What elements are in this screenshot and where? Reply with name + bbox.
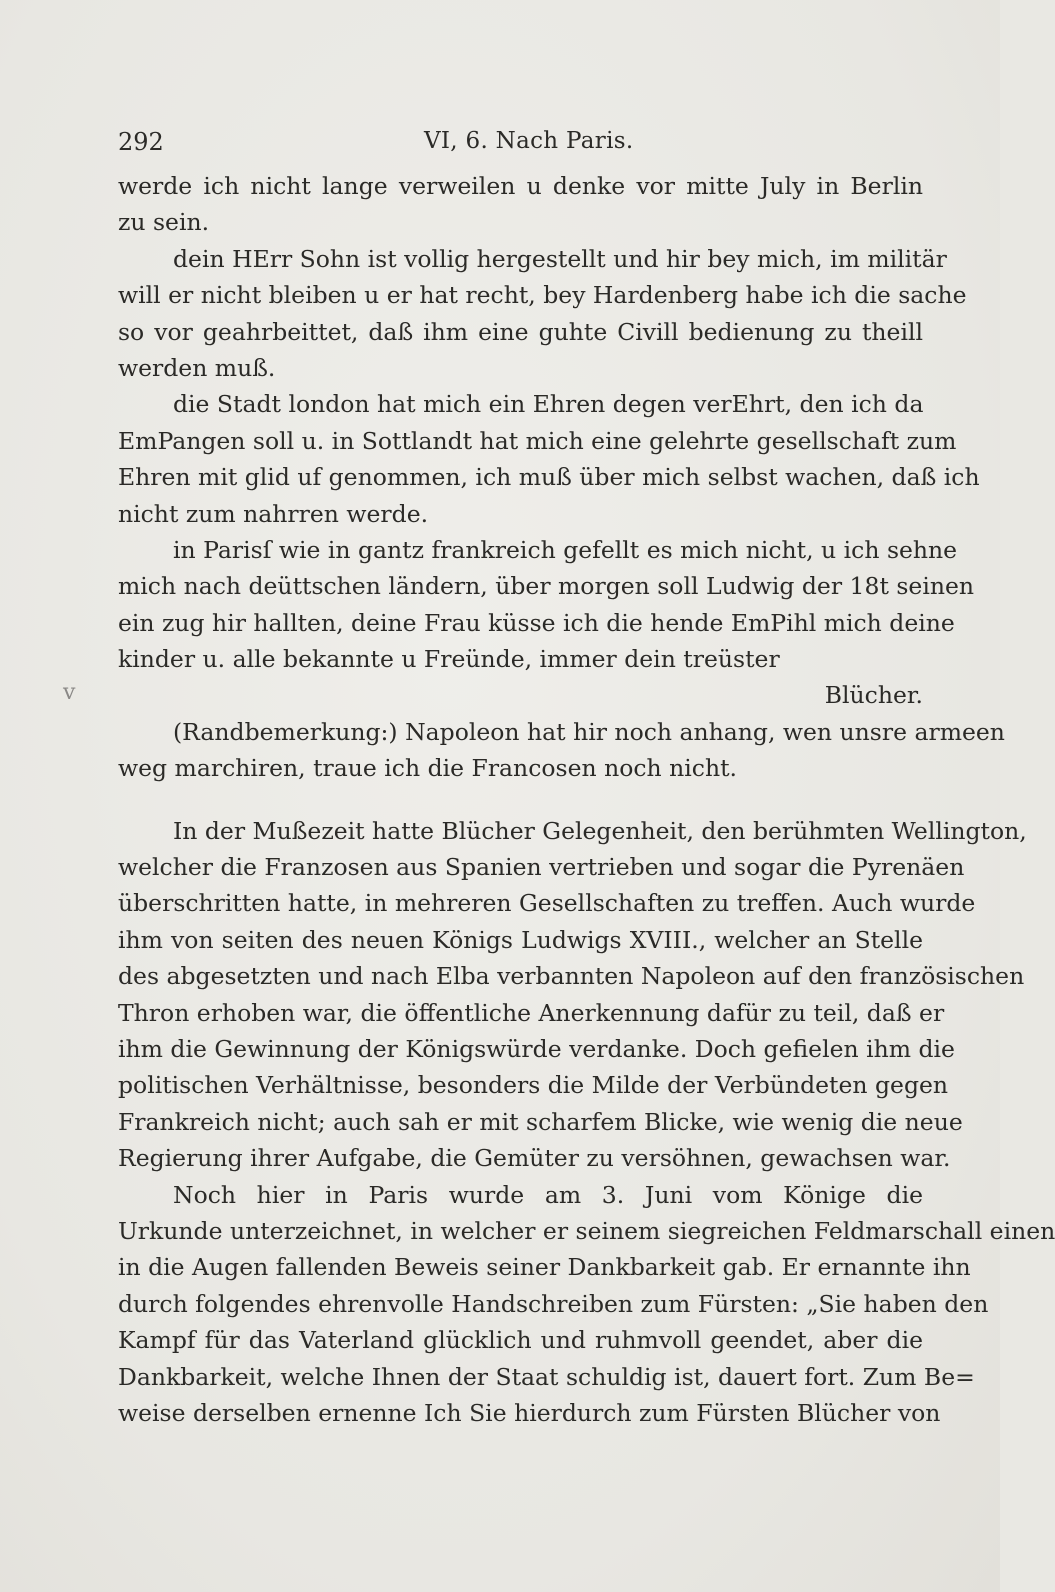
text-line: des abgesetzten und nach Elba verbannten Napoleon auf den französischen	[118, 962, 1025, 991]
text-line: weg marchiren, traue ich die Francosen noch nicht.	[118, 754, 737, 783]
margin-pencil-mark: v	[63, 680, 76, 705]
page-header	[118, 128, 918, 164]
text-line: Dankbarkeit, welche Ihnen der Staat schuldig ist, dauert fort. Zum Be=	[118, 1362, 975, 1391]
text-line: die Stadt london hat mich ein Ehren degen verEhrt, den ich da	[173, 390, 924, 419]
text-line: in die Augen fallenden Beweis seiner Dankbarkeit gab. Er ernannte ihn	[118, 1253, 971, 1282]
text-line: dein HErr Sohn ist vollig hergestellt und hir bey mich, im militär	[173, 244, 947, 273]
text-line: weise derselben ernenne Ich Sie hierdurch zum Fürsten Blücher von	[118, 1398, 941, 1427]
text-line: will er nicht bleiben u er hat recht, bey Hardenberg habe ich die sache	[118, 281, 967, 310]
text-line: Urkunde unterzeichnet, in welcher er seinem siegreichen Feldmarschall einen	[118, 1216, 1055, 1245]
text-line: (Randbemerkung:) Napoleon hat hir noch anhang, wen unsre armeen	[173, 717, 1005, 746]
text-line: nicht zum nahrren werde.	[118, 499, 429, 528]
text-line: EmPangen soll u. in Sottlandt hat mich eine gelehrte gesellschaft zum	[118, 426, 957, 455]
text-line: Ehren mit glid uf genommen, ich muß über mich selbst wachen, daß ich	[118, 463, 980, 492]
text-line: werde ich nicht lange verweilen u denke vor mitte July in Berlin	[118, 172, 923, 200]
text-line: ihm von seiten des neuen Königs Ludwigs XVIII., welcher an Stelle	[118, 925, 923, 954]
text-line: In der Mußezeit hatte Blücher Gelegenheit, den berühmten Wellington,	[173, 816, 1027, 845]
page-number: 292	[118, 128, 164, 156]
text-line: überschritten hatte, in mehreren Gesellschaften zu treffen. Auch wurde	[118, 889, 976, 918]
paragraph-gap	[118, 787, 923, 813]
text-line: in Parisſ wie in gantz frankreich gefellt es mich nicht, u ich sehne	[173, 535, 958, 564]
text-line: durch folgendes ehrenvolle Handschreiben zum Fürsten: „Sie haben den	[118, 1289, 989, 1318]
text-line: Blücher.	[824, 681, 923, 710]
text-line: ihm die Gewinnung der Königswürde verdanke. Doch gefielen ihm die	[118, 1034, 955, 1063]
text-line: mich nach deüttschen ländern, über morgen soll Ludwig der 18t seinen	[118, 572, 975, 601]
body-text	[118, 168, 1055, 1431]
text-line: Kampf für das Vaterland glücklich und ruhmvoll geendet, aber die	[118, 1326, 923, 1355]
text-line: kinder u. alle bekannte u Freünde, immer dein treüster	[118, 645, 780, 674]
text-line: zu sein.	[118, 208, 210, 237]
text-line: ein zug hir hallten, deine Frau küsse ich die hende EmPihl mich deine	[118, 608, 955, 637]
text-line: politischen Verhältnisse, besonders die Milde der Verbündeten gegen	[118, 1071, 949, 1100]
text-line: Frankreich nicht; auch sah er mit scharfem Blicke, wie wenig die neue	[118, 1107, 963, 1136]
text-line: Thron erhoben war, die öffentliche Anerkennung dafür zu teil, daß er	[118, 998, 945, 1027]
text-line: welcher die Franzosen aus Spanien vertrieben und sogar die Pyrenäen	[118, 853, 965, 882]
text-line: so vor geahrbeittet, daß ihm eine guhte Civill bedienung zu theill	[118, 317, 923, 346]
text-line: werden muß.	[118, 353, 276, 382]
text-line: Regierung ihrer Aufgabe, die Gemüter zu versöhnen, gewachsen war.	[118, 1144, 951, 1173]
running-head: VI, 6. Nach Paris.	[424, 128, 634, 154]
text-line: Noch hier in Paris wurde am 3. Juni vom Könige die	[173, 1180, 923, 1209]
